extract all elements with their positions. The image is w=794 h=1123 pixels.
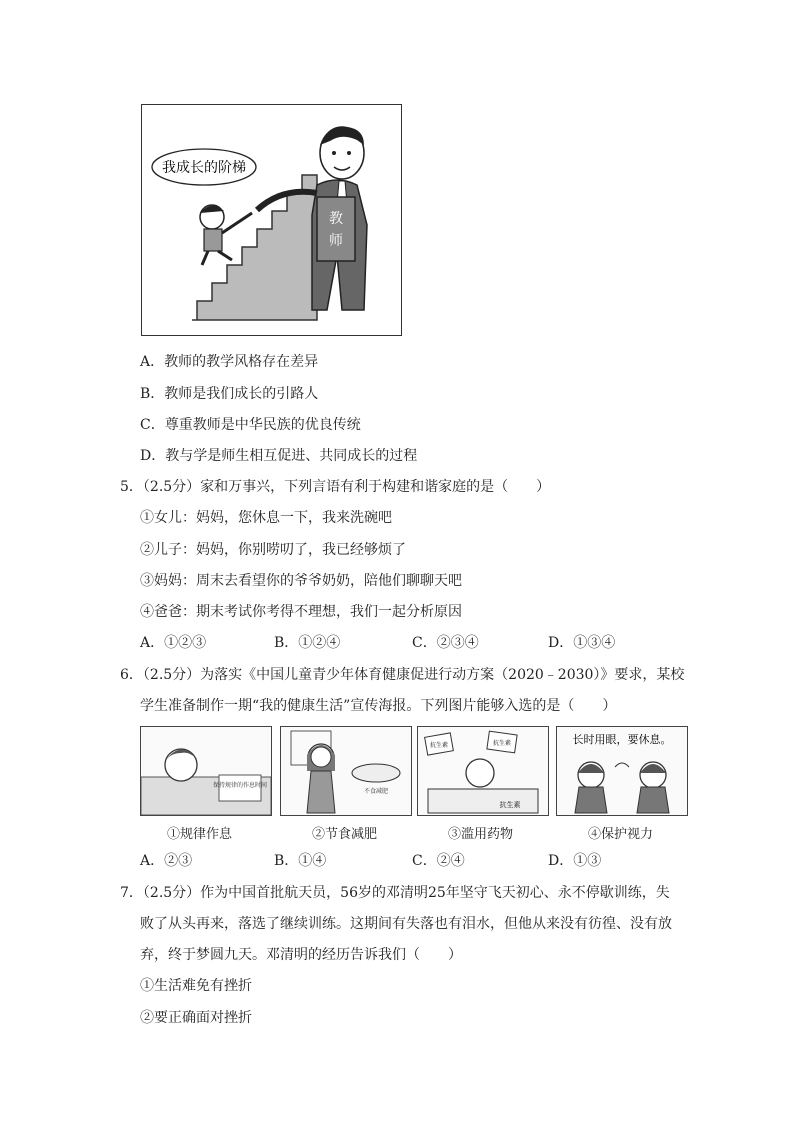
- q4-option-d: D．教与学是师生相互促进、共同成长的过程: [140, 448, 418, 464]
- q6-option-a: A．②③: [140, 853, 193, 869]
- q5-item-3: ③妈妈：周末去看望你的爷爷奶奶，陪他们聊聊天吧: [140, 573, 462, 589]
- book-label-1: 教: [329, 211, 343, 227]
- q5-stem: 5．（2.5分）家和万事兴，下列言语有利于构建和谐家庭的是（ ）: [120, 479, 551, 495]
- q5-option-a: A．①②③: [140, 635, 207, 651]
- q5-item-2: ②儿子：妈妈，你别唠叨了，我已经够烦了: [140, 542, 406, 558]
- q5-option-d: D．①③④: [548, 635, 616, 651]
- sleep-note: 保持规律的作息时间: [212, 782, 268, 789]
- q7-item-2: ②要正确面对挫折: [140, 1010, 252, 1026]
- q6-stem-line1: 6．（2.5分）为落实《中国儿童青少年体育健康促进行动方案（2020﹣2030）》要求，某校: [120, 667, 685, 683]
- dieting-illustration: [281, 727, 411, 815]
- q6-option-b: B．①④: [274, 853, 327, 869]
- q5-item-1: ①女儿：妈妈，您休息一下，我来洗碗吧: [140, 510, 392, 526]
- q7-stem-line3: 弃，终于梦圆九天。邓清明的经历告诉我们（ ）: [140, 947, 462, 963]
- eyesight-illustration: [557, 727, 687, 815]
- poster-image-4: [556, 726, 688, 816]
- q6-option-d: D．①③: [548, 853, 602, 869]
- sleeping-illustration: [141, 727, 271, 815]
- q5-option-b: B．①②④: [274, 635, 341, 651]
- pill-label-3: 抗生素: [499, 801, 521, 809]
- caption-4: ④保护视力: [588, 827, 654, 842]
- poster-image-2: [280, 726, 412, 816]
- cartoon-teacher-stairs: [141, 104, 402, 336]
- q7-stem-line1: 7．（2.5分）作为中国首批航天员，56岁的邓清明25年坚守飞天初心、永不停歇训练，失: [120, 885, 670, 901]
- speech-bubble-text: 我成长的阶梯: [162, 160, 246, 176]
- diet-note: 不食减肥: [363, 788, 389, 795]
- q7-item-1: ①生活难免有挫折: [140, 978, 252, 994]
- q5-item-4: ④爸爸：期末考试你考得不理想，我们一起分析原因: [140, 604, 462, 620]
- q7-stem-line2: 败了从头再来，落选了继续训练。这期间有失落也有泪水，但他从来没有彷徨、没有放: [140, 916, 672, 932]
- q4-option-b: B．教师是我们成长的引路人: [140, 386, 319, 402]
- q6-option-c: C．②④: [412, 853, 465, 869]
- poster-image-1: [140, 726, 272, 816]
- poster-image-3: [417, 726, 549, 816]
- book-label-2: 师: [329, 233, 343, 249]
- eyesight-banner: 长时用眼，要休息。: [572, 733, 672, 746]
- caption-3: ③滥用药物: [448, 827, 514, 842]
- medicine-illustration: [418, 727, 548, 815]
- cartoon-drawing: [142, 105, 400, 334]
- caption-1: ①规律作息: [167, 827, 233, 842]
- caption-2: ②节食减肥: [312, 827, 378, 842]
- pill-label-1: 抗生素: [429, 742, 449, 749]
- q5-option-c: C．②③④: [412, 635, 479, 651]
- q4-option-c: C．尊重教师是中华民族的优良传统: [140, 417, 361, 433]
- q6-stem-line2: 学生准备制作一期“我的健康生活”宣传海报。下列图片能够入选的是（ ）: [140, 698, 617, 714]
- q4-option-a: A．教师的教学风格存在差异: [140, 354, 319, 370]
- pill-label-2: 抗生素: [492, 740, 512, 747]
